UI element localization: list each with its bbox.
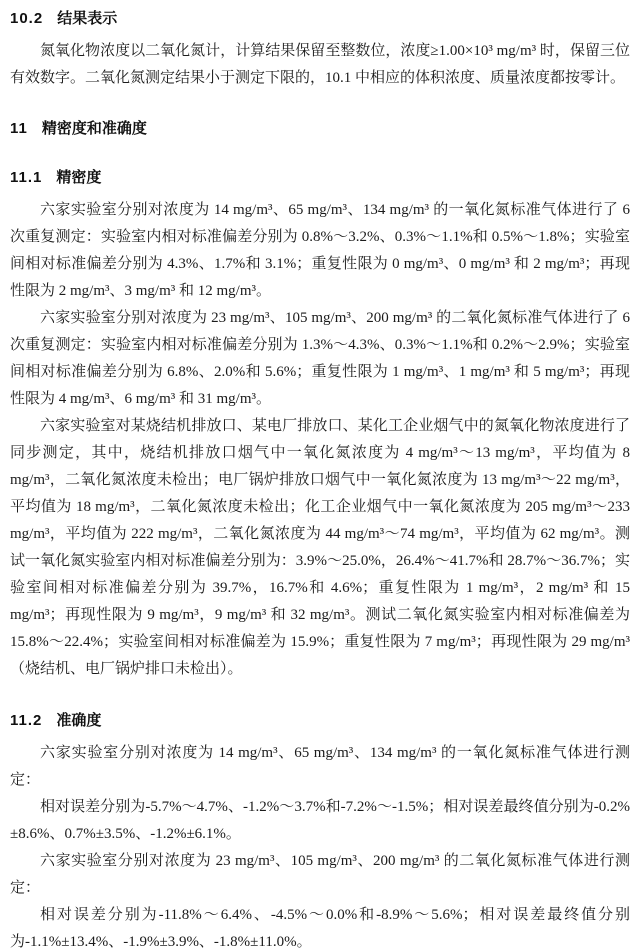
section-heading-10-2 xyxy=(10,8,630,30)
paragraph-accuracy-no-values: 相对误差分别为-5.7%～4.7%、-1.2%～3.7%和-7.2%～-1.5%；相对误差最终值分别为-0.2%±8.6%、0.7%±3.5%、-1.2%±6.1%。 xyxy=(10,799,630,842)
section-title: 精密度 xyxy=(56,169,102,186)
section-11-2 xyxy=(10,710,630,951)
paragraph-accuracy-no2-intro: 六家实验室分别对浓度为 23 mg/m³、105 mg/m³、200 mg/m³ 的二氧化氮标准气体进行测定： xyxy=(10,853,630,896)
section-heading-11-1 xyxy=(10,167,630,189)
section-heading-11-2 xyxy=(10,710,630,732)
section-number: 11.2 xyxy=(10,712,43,729)
section-11 xyxy=(10,118,630,140)
paragraph-accuracy-no-intro: 六家实验室分别对浓度为 14 mg/m³、65 mg/m³、134 mg/m³ 的一氧化氮标准气体进行测定： xyxy=(10,745,630,788)
section-10-2 xyxy=(10,8,630,92)
section-title: 准确度 xyxy=(56,712,102,729)
section-heading-11 xyxy=(10,118,630,140)
section-number: 10.2 xyxy=(10,10,44,27)
section-number: 11.1 xyxy=(10,169,43,186)
section-11-1 xyxy=(10,167,630,683)
section-title: 精密度和准确度 xyxy=(41,120,147,137)
paragraph-precision-field-test: 六家实验室对某烧结机排放口、某电厂排放口、某化工企业烟气中的氮氧化物浓度进行了同步测定，其中，烧结机排放口烟气中一氧化氮浓度为 4 mg/m³～13 mg/m³，平均值为 8 mg/m³，二氧化氮浓度未检出；电厂锅炉排放口烟气中一氧化氮浓度为 13 mg/m³～22 mg/m³，平均值为 18 mg/m³，二氧化氮浓度未检出；化工企业烟气中一氧化氮浓度为 205 mg/m³～233 mg/m³，平均值为 222 mg/m³，二氧化氮浓度为 44 mg/m³～74 mg/m³，平均值为 62 mg/m³。测试一氧化氮实验室内相对标准偏差分别为：3.9%～25.0%，26.4%～41.7%和 28.7%～36.7%；实验室间相对标准偏差分别为 39.7%，16.7%和 4.6%；重复性限为 1 mg/m³，2 mg/m³ 和 15 mg/m³；再现性限为 9 mg/m³，9 mg/m³ 和 32 mg/m³。测试二氧化氮实验室内相对标准偏差为 15.8%～22.4%；实验室间相对标准偏差为 15.9%；重复性限为 7 mg/m³；再现性限为 29 mg/m³（烧结机、电厂锅炉排口未检出）。 xyxy=(10,418,630,677)
section-number: 11 xyxy=(10,120,28,137)
paragraph-precision-no: 六家实验室分别对浓度为 14 mg/m³、65 mg/m³、134 mg/m³ 的一氧化氮标准气体进行了 6 次重复测定：实验室内相对标准偏差分别为 0.8%～3.2%、0.3%～1.1%和 0.5%～1.8%；实验室间相对标准偏差分别为 4.3%、1.7%和 3.1%；重复性限为 0 mg/m³、0 mg/m³ 和 2 mg/m³；再现性限为 2 mg/m³、3 mg/m³ 和 12 mg/m³。 xyxy=(10,202,630,299)
paragraph-accuracy-no2-values: 相对误差分别为-11.8%～6.4%、-4.5%～0.0%和-8.9%～5.6%；相对误差最终值分别为-1.1%±13.4%、-1.9%±3.9%、-1.8%±11.0%。 xyxy=(10,907,630,950)
paragraph-result-expression: 氮氧化物浓度以二氧化氮计，计算结果保留至整数位，浓度≥1.00×10³ mg/m³ 时，保留三位有效数字。二氧化氮测定结果小于测定下限的，10.1 中相应的体积浓度、质量浓度都按零计。 xyxy=(10,43,630,86)
paragraph-precision-no2: 六家实验室分别对浓度为 23 mg/m³、105 mg/m³、200 mg/m³ 的二氧化氮标准气体进行了 6 次重复测定：实验室内相对标准偏差分别为 1.3%～4.3%、0.3%～1.1%和 0.2%～2.9%；实验室间相对标准偏差分别为 6.8%、2.0%和 5.6%；重复性限为 1 mg/m³、1 mg/m³ 和 5 mg/m³；再现性限为 4 mg/m³、6 mg/m³ 和 31 mg/m³。 xyxy=(10,310,630,407)
section-title: 结果表示 xyxy=(57,10,118,27)
